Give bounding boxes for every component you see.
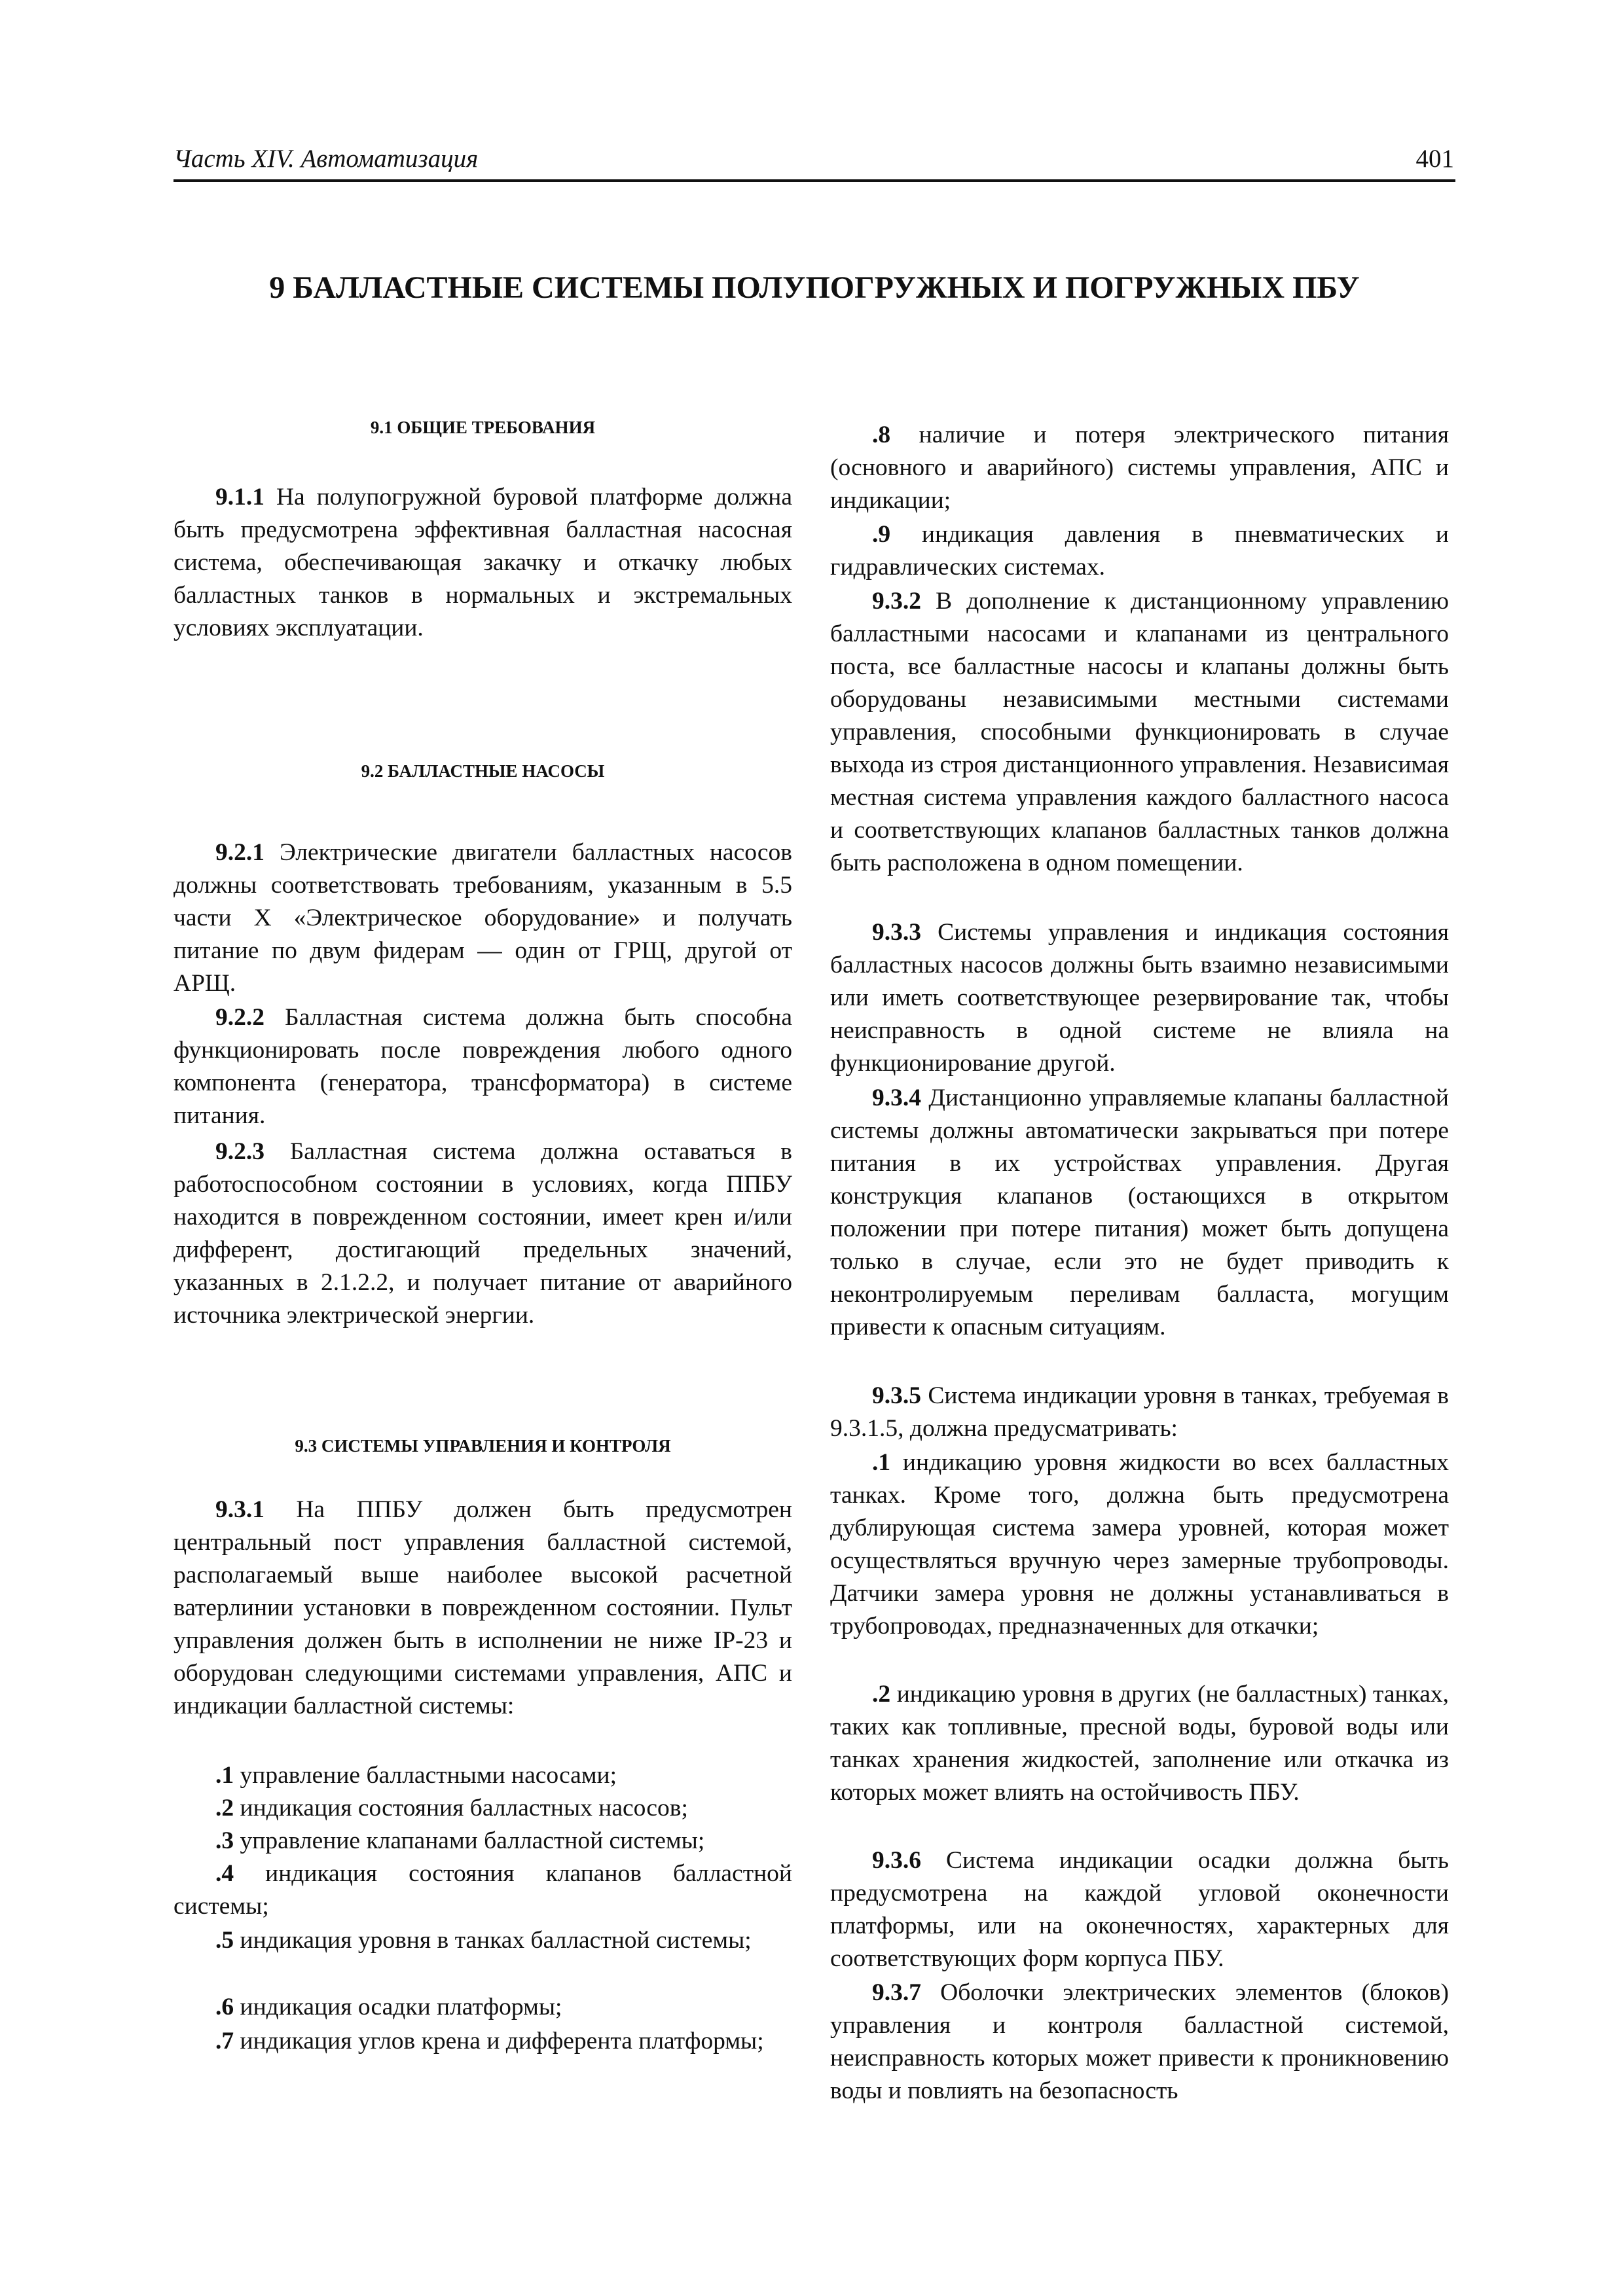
item-text: индикация осадки платформы; (234, 1994, 562, 2020)
item-number: .9 (872, 521, 891, 548)
item-number: .2 (872, 1681, 891, 1708)
list-item-8 (830, 419, 1449, 517)
paragraph-9-2-1 (173, 836, 792, 1000)
item-number: .1 (215, 1762, 234, 1789)
paragraph-number: 9.2.3 (215, 1138, 264, 1165)
item-number: .2 (215, 1795, 234, 1821)
paragraph-9-3-3 (830, 916, 1449, 1080)
paragraph-number: 9.3.3 (872, 919, 921, 946)
chapter-title: 9 БАЛЛАСТНЫЕ СИСТЕМЫ ПОЛУПОГРУЖНЫХ И ПОГРУЖНЫХ ПБУ (269, 270, 1360, 305)
paragraph-text: Системы управления и индикация состояния балластных насосов должны быть взаимно независимыми или иметь соответствующее резервирование так, чтобы неисправность в одной системе не влияла на функционирование другой. (830, 919, 1449, 1077)
paragraph-number: 9.3.4 (872, 1085, 921, 1111)
item-text: индикацию уровня в других (не балластных) танках, таких как топливные, пресной воды, буровой воды или танках хранения жидкостей, заполнение или откачка из которых может влиять на остойчивость ПБУ. (830, 1681, 1449, 1806)
paragraph-text: Электрические двигатели балластных насосов должны соответствовать требованиям, указанным в 5.5 части X «Электрическое оборудование» и получать питание по двум фидерам — один от ГРЩ, другой от АРЩ. (173, 839, 792, 997)
paragraph-9-3-7 (830, 1977, 1449, 2108)
item-number: .8 (872, 422, 891, 448)
list-item-3 (173, 1825, 792, 1857)
item-text: индикацию уровня жидкости во всех балластных танках. Кроме того, должна быть предусмотрена дублирующая система замера уровней, которая может осуществляться вручную через замерные трубопроводы. Датчики замера уровня не должны устанавливаться в трубопроводах, предназначенных для откачки; (830, 1449, 1449, 1640)
paragraph-text: Оболочки электрических элементов (блоков) управления и контроля балластной системой, неисправность которых может привести к проникновению воды и повлиять на безопасность (830, 1979, 1449, 2104)
paragraph-text: В дополнение к дистанционному управлению балластными насосами и клапанами из центрального поста, все балластные насосы и клапаны должны быть оборудованы независимыми местными системами управления, способными функционировать в случае выхода из строя дистанционного управления. Независимая местная система управления каждого балластного насоса и соответствующих клапанов балластных танков должна быть расположена в одном помещении. (830, 588, 1449, 876)
running-header (173, 143, 1455, 182)
item-number: .3 (215, 1827, 234, 1854)
paragraph-text: Балластная система должна оставаться в работоспособном состоянии в условиях, когда ППБУ находится в поврежденном состоянии, имеет крен и/или дифферент, достигающий предельных значений, указанных в 2.1.2.2, и получает питание от аварийного источника электрической энергии. (173, 1138, 792, 1329)
paragraph-9-2-3 (173, 1136, 792, 1332)
paragraph-text: Дистанционно управляемые клапаны балластной системы должны автоматически закрываться при потере питания в их устройствах управления. Другая конструкция клапанов (остающихся в открытом положении при потере питания) может быть допущена только в случае, если это не будет приводить к неконтролируемым переливам балласта, могущим привести к опасным ситуациям. (830, 1085, 1449, 1340)
list-item-6 (173, 1991, 792, 2024)
paragraph-9-3-4 (830, 1082, 1449, 1344)
paragraph-text: Система индикации уровня в танках, требуемая в 9.3.1.5, должна предусматривать: (830, 1382, 1449, 1442)
item-text: управление балластными насосами; (234, 1762, 617, 1789)
list-item-9 (830, 518, 1449, 584)
paragraph-number: 9.3.5 (872, 1382, 921, 1409)
item-text: индикация состояния клапанов балластной системы; (173, 1860, 792, 1920)
item-number: .5 (215, 1927, 234, 1954)
item-number: .7 (215, 2028, 234, 2054)
list-item-5 (173, 1924, 792, 1957)
item-number: .4 (215, 1860, 234, 1887)
item-number: .6 (215, 1994, 234, 2020)
paragraph-9-2-2 (173, 1001, 792, 1132)
paragraph-9-3-6 (830, 1844, 1449, 1975)
item-number: .1 (872, 1449, 891, 1476)
page-number: 401 (1415, 145, 1454, 173)
list-item-2 (173, 1792, 792, 1825)
item-text: наличие и потеря электрического питания (основного и аварийного) системы управления, АПС и индикации; (830, 422, 1449, 514)
item-text: управление клапанами балластной системы; (234, 1827, 705, 1854)
paragraph-number: 9.1.1 (215, 484, 264, 511)
paragraph-number: 9.2.2 (215, 1004, 264, 1031)
paragraph-9-3-1 (173, 1494, 792, 1723)
item-text: индикация давления в пневматических и гидравлических системах. (830, 521, 1449, 581)
section-heading-9-1: 9.1 ОБЩИЕ ТРЕБОВАНИЯ (370, 418, 596, 437)
list-item-r1 (830, 1446, 1449, 1643)
paragraph-number: 9.3.7 (872, 1979, 921, 2006)
paragraph-number: 9.3.1 (215, 1496, 264, 1523)
paragraph-number: 9.3.6 (872, 1847, 921, 1874)
running-title: Часть XIV. Автоматизация (173, 145, 479, 173)
paragraph-9-3-5 (830, 1380, 1449, 1445)
paragraph-9-1-1 (173, 481, 792, 645)
paragraph-text: Балластная система должна быть способна функционировать после повреждения любого одного компонента (генератора, трансформатора) в системе питания. (173, 1004, 792, 1129)
paragraph-text: На полупогружной буровой платформе должна быть предусмотрена эффективная балластная насосная система, обеспечивающая закачку и откачку любых балластных танков в нормальных и экстремальных условиях эксплуатации. (173, 484, 792, 641)
item-text: индикация уровня в танках балластной системы; (234, 1927, 752, 1954)
paragraph-number: 9.3.2 (872, 588, 921, 615)
paragraph-text: На ППБУ должен быть предусмотрен центральный пост управления балластной системой, располагаемый выше наиболее высокой расчетной ватерлинии установки в поврежденном состоянии. Пульт управления должен быть в исполнении не ниже IP-23 и оборудован следующими системами управления, АПС и индикации балластной системы: (173, 1496, 792, 1719)
paragraph-9-3-2 (830, 585, 1449, 880)
paragraph-number: 9.2.1 (215, 839, 264, 866)
list-item-4 (173, 1857, 792, 1923)
item-text: индикация состояния балластных насосов; (234, 1795, 688, 1821)
item-text: индикация углов крена и дифферента платформы; (234, 2028, 764, 2054)
list-item-r2 (830, 1678, 1449, 1809)
section-heading-9-3: 9.3 СИСТЕМЫ УПРАВЛЕНИЯ И КОНТРОЛЯ (295, 1436, 671, 1456)
section-heading-9-2: 9.2 БАЛЛАСТНЫЕ НАСОСЫ (361, 761, 605, 781)
paragraph-text: Система индикации осадки должна быть предусмотрена на каждой угловой оконечности платформы, или на оконечностях, характерных для соответствующих форм корпуса ПБУ. (830, 1847, 1449, 1972)
list-item-1 (173, 1759, 792, 1792)
list-item-7 (173, 2025, 792, 2058)
